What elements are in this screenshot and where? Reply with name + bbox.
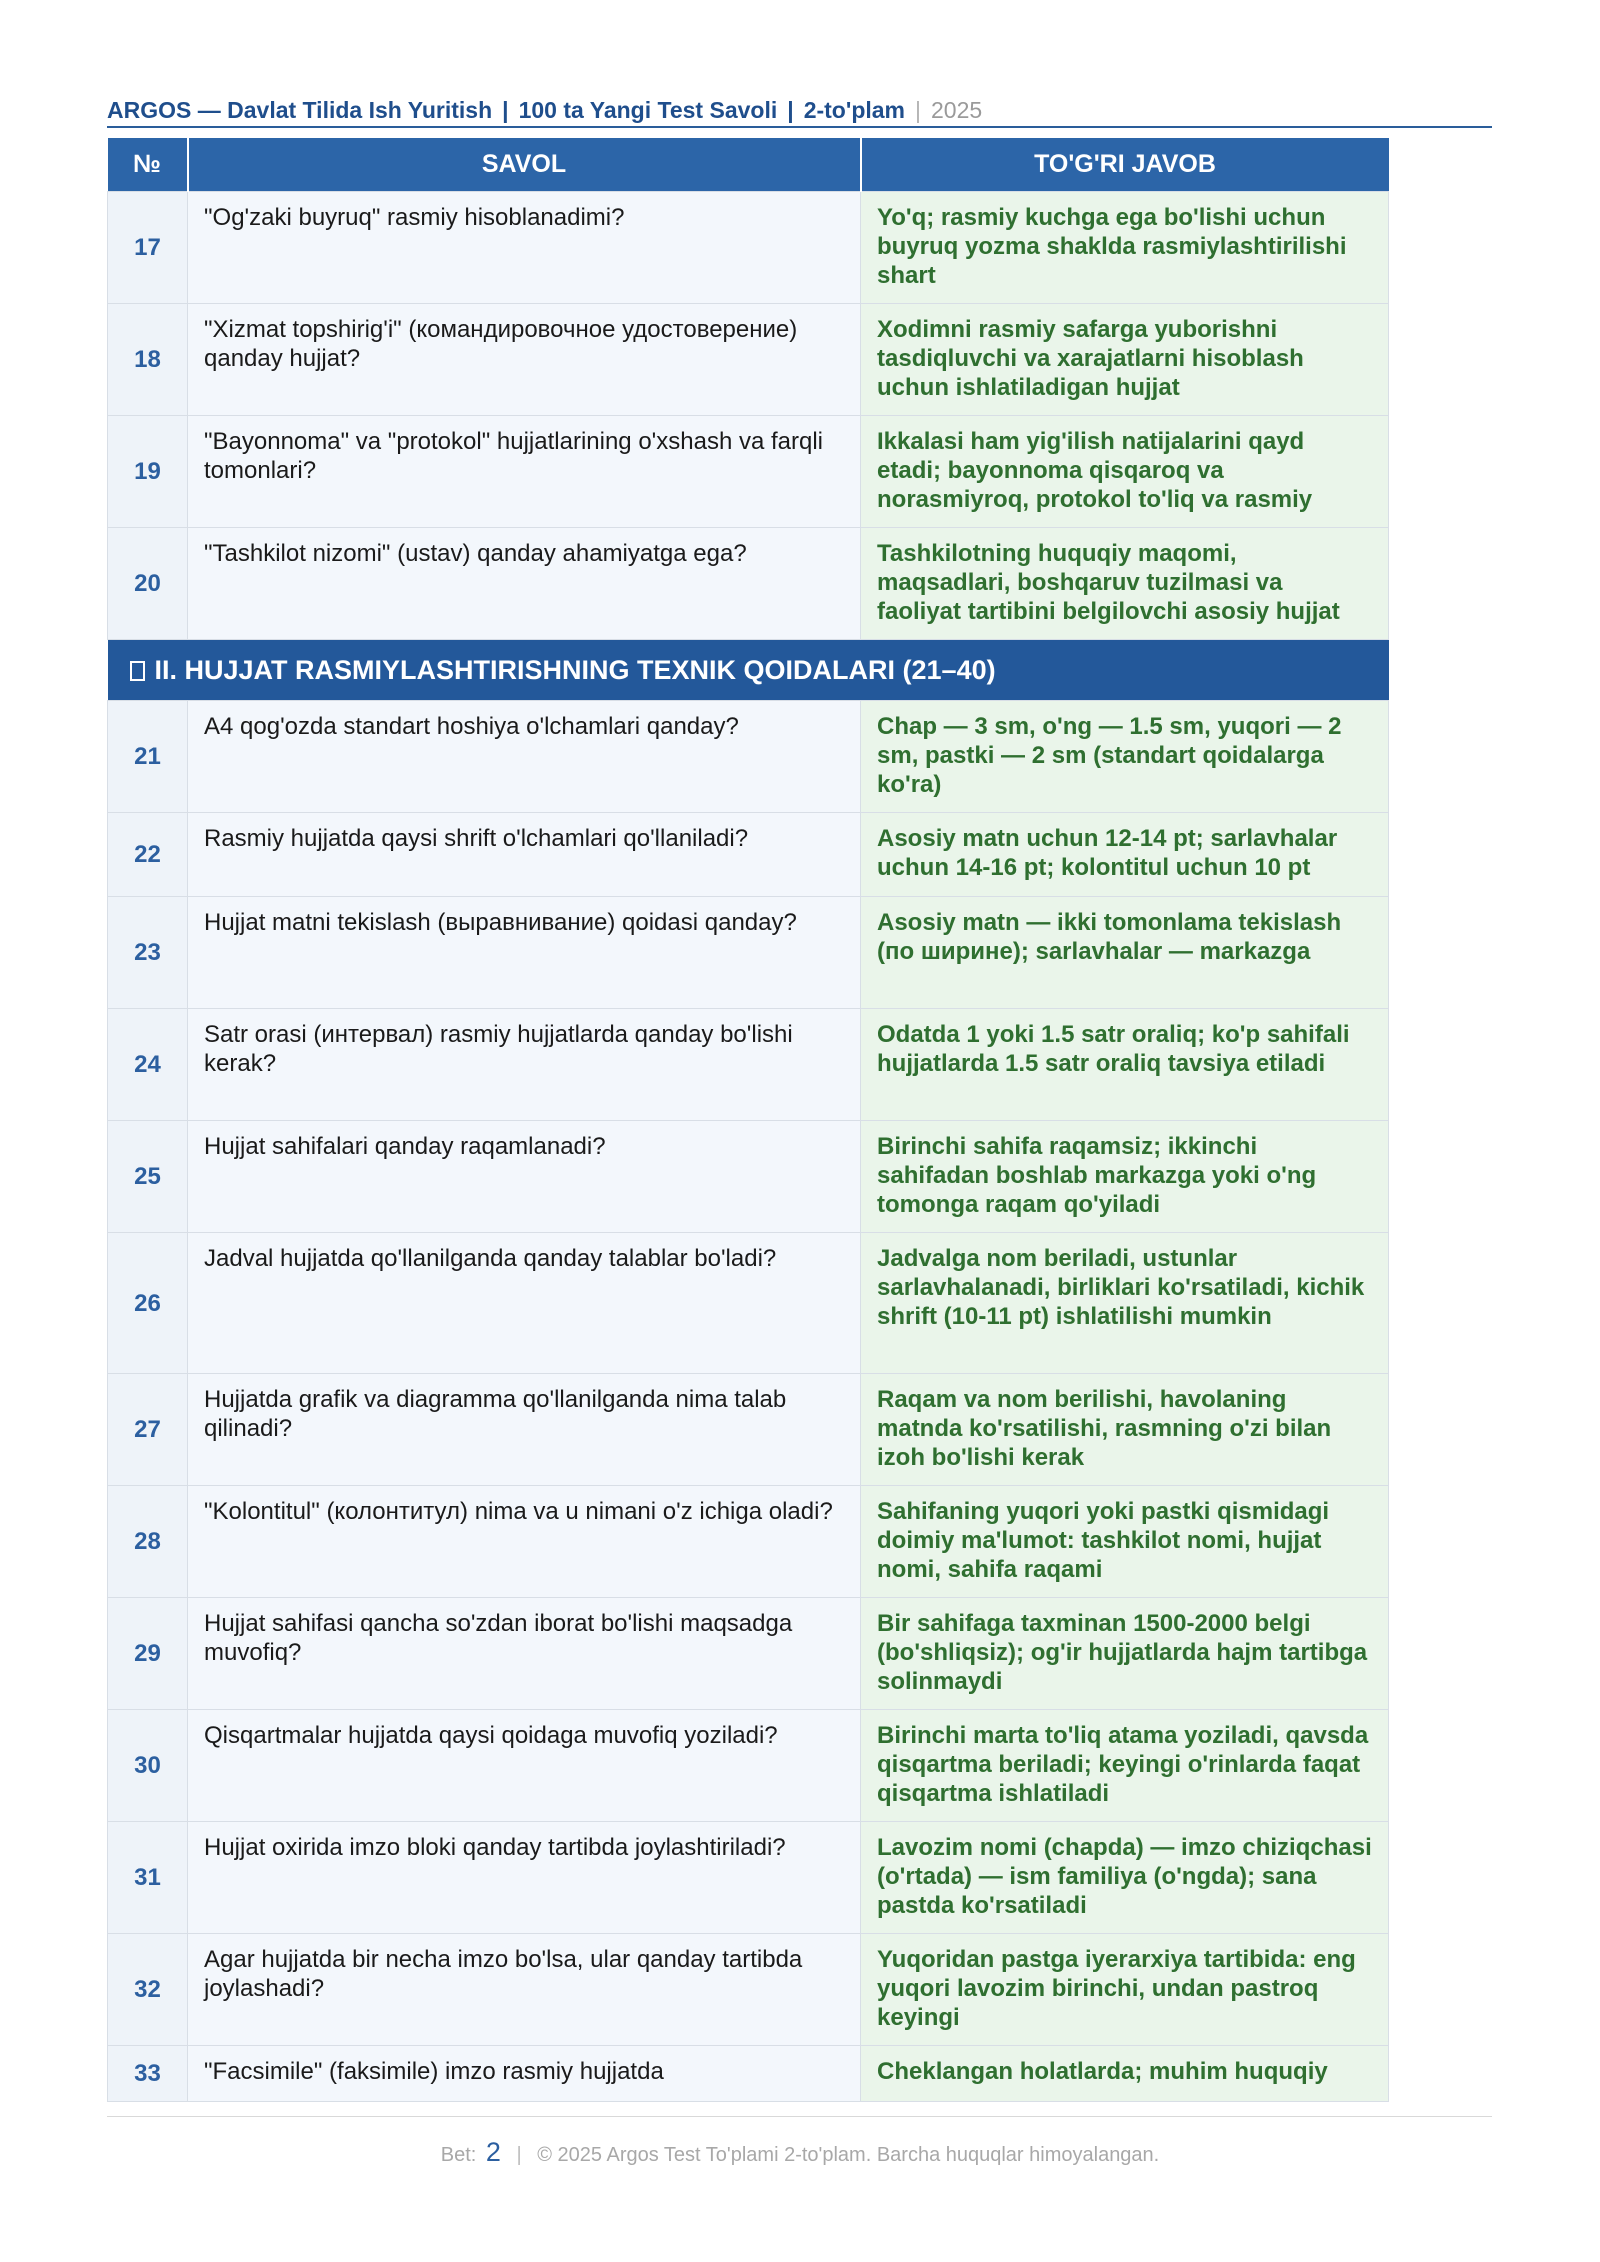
row-question: "Kolontitul" (колонтитул) nima va u nimani o'z ichiga oladi? xyxy=(188,1486,861,1598)
column-header-question: SAVOL xyxy=(188,138,861,192)
qa-table xyxy=(107,138,1389,2102)
row-answer: Asosiy matn uchun 12-14 pt; sarlavhalar uchun 14-16 pt; kolontitul uchun 10 pt xyxy=(861,813,1389,897)
row-answer: Bir sahifaga taxminan 1500-2000 belgi (bo'shliqsiz); og'ir hujjatlarda hajm tartibga solinmaydi xyxy=(861,1598,1389,1710)
row-question: Hujjat matni tekislash (выравнивание) qoidasi qanday? xyxy=(188,897,861,1009)
row-number: 19 xyxy=(108,416,188,528)
row-number: 28 xyxy=(108,1486,188,1598)
table-row xyxy=(108,192,1389,304)
table-row xyxy=(108,416,1389,528)
row-number: 20 xyxy=(108,528,188,640)
row-number: 23 xyxy=(108,897,188,1009)
row-number: 21 xyxy=(108,701,188,813)
row-question: Jadval hujjatda qo'llanilganda qanday talablar bo'ladi? xyxy=(188,1233,861,1374)
footer-page-number: 2 xyxy=(485,2137,501,2167)
row-number: 17 xyxy=(108,192,188,304)
table-row xyxy=(108,1121,1389,1233)
row-question: Hujjat oxirida imzo bloki qanday tartibda joylashtiriladi? xyxy=(188,1822,861,1934)
footer-separator: | xyxy=(516,2144,522,2166)
row-answer: Ikkalasi ham yig'ilish natijalarini qayd etadi; bayonnoma qisqaroq va norasmiyroq, protokol to'liq va rasmiy xyxy=(861,416,1389,528)
row-question: Rasmiy hujjatda qaysi shrift o'lchamlari qo'llaniladi? xyxy=(188,813,861,897)
column-header-answer: TO'G'RI JAVOB xyxy=(861,138,1389,192)
section-heading-body xyxy=(108,640,1389,701)
table-row xyxy=(108,2046,1389,2102)
row-number: 27 xyxy=(108,1374,188,1486)
row-number: 33 xyxy=(108,2046,188,2102)
row-number: 30 xyxy=(108,1710,188,1822)
row-question: A4 qog'ozda standart hoshiya o'lchamlari qanday? xyxy=(188,701,861,813)
row-number: 29 xyxy=(108,1598,188,1710)
table-row xyxy=(108,304,1389,416)
table-row xyxy=(108,1009,1389,1121)
table-row xyxy=(108,1710,1389,1822)
header-separator: | xyxy=(502,97,509,123)
header-separator: | xyxy=(787,97,794,123)
table-row xyxy=(108,1233,1389,1374)
row-question: Hujjat sahifasi qancha so'zdan iborat bo'lishi maqsadga muvofiq? xyxy=(188,1598,861,1710)
row-question: "Og'zaki buyruq" rasmiy hisoblanadimi? xyxy=(188,192,861,304)
row-answer: Lavozim nomi (chapda) — imzo chiziqchasi (o'rtada) — ism familiya (o'ngda); sana pastda ko'rsatiladi xyxy=(861,1822,1389,1934)
footer-page-label: Bet: xyxy=(440,2144,477,2166)
row-question: "Bayonnoma" va "protokol" hujjatlarining o'xshash va farqli tomonlari? xyxy=(188,416,861,528)
row-answer: Odatda 1 yoki 1.5 satr oraliq; ko'p sahifali hujjatlarda 1.5 satr oraliq tavsiya etiladi xyxy=(861,1009,1389,1121)
section-heading-row xyxy=(108,640,1389,701)
row-answer: Sahifaning yuqori yoki pastki qismidagi doimiy ma'lumot: tashkilot nomi, hujjat nomi, sahifa raqami xyxy=(861,1486,1389,1598)
row-question: Agar hujjatda bir necha imzo bo'lsa, ular qanday tartibda joylashadi? xyxy=(188,1934,861,2046)
table-row xyxy=(108,1486,1389,1598)
table-row xyxy=(108,528,1389,640)
row-number: 18 xyxy=(108,304,188,416)
table-row xyxy=(108,701,1389,813)
row-answer: Raqam va nom berilishi, havolaning matnda ko'rsatilishi, rasmning o'zi bilan izoh bo'lishi kerak xyxy=(861,1374,1389,1486)
footer-divider xyxy=(107,2116,1492,2117)
table-row xyxy=(108,1598,1389,1710)
table-row xyxy=(108,813,1389,897)
row-answer: Yuqoridan pastga iyerarxiya tartibida: eng yuqori lavozim birinchi, undan pastroq keyingi xyxy=(861,1934,1389,2046)
row-number: 25 xyxy=(108,1121,188,1233)
row-answer: Xodimni rasmiy safarga yuborishni tasdiqluvchi va xarajatlarni hisoblash uchun ishlatiladigan hujjat xyxy=(861,304,1389,416)
row-question: "Tashkilot nizomi" (ustav) qanday ahamiyatga ega? xyxy=(188,528,861,640)
row-number: 31 xyxy=(108,1822,188,1934)
header-subtitle: 100 ta Yangi Test Savoli xyxy=(518,97,778,123)
row-question: "Xizmat topshirig'i" (командировочное удостоверение) qanday hujjat? xyxy=(188,304,861,416)
row-answer: Birinchi sahifa raqamsiz; ikkinchi sahifadan boshlab markazga yoki o'ng tomonga raqam qo'yiladi xyxy=(861,1121,1389,1233)
row-number: 22 xyxy=(108,813,188,897)
header-year: 2025 xyxy=(930,97,983,123)
row-answer: Yo'q; rasmiy kuchga ega bo'lishi uchun buyruq yozma shaklda rasmiylashtirilishi shart xyxy=(861,192,1389,304)
box-icon xyxy=(130,661,145,681)
row-number: 26 xyxy=(108,1233,188,1374)
row-question: Hujjatda grafik va diagramma qo'llanilganda nima talab qilinadi? xyxy=(188,1374,861,1486)
table-row xyxy=(108,897,1389,1009)
page-footer xyxy=(0,2136,1600,2171)
row-answer: Tashkilotning huquqiy maqomi, maqsadlari, boshqaruv tuzilmasi va faoliyat tartibini belgilovchi asosiy hujjat xyxy=(861,528,1389,640)
table-header-row xyxy=(108,138,1389,192)
row-number: 24 xyxy=(108,1009,188,1121)
header-brand: ARGOS — Davlat Tilida Ish Yuritish xyxy=(107,97,493,123)
header-separator: | xyxy=(915,97,921,123)
section-title: II. HUJJAT RASMIYLASHTIRISHNING TEXNIK QOIDALARI (21–40) xyxy=(154,654,996,685)
footer-copyright: © 2025 Argos Test To'plami 2-to'plam. Barcha huquqlar himoyalangan. xyxy=(537,2144,1160,2166)
column-header-number: № xyxy=(108,138,188,192)
row-number: 32 xyxy=(108,1934,188,2046)
table-row xyxy=(108,1374,1389,1486)
row-answer: Asosiy matn — ikki tomonlama tekislash (по ширине); sarlavhalar — markazga xyxy=(861,897,1389,1009)
table-row xyxy=(108,1934,1389,2046)
table-body-section-2 xyxy=(108,701,1389,2102)
row-answer: Jadvalga nom beriladi, ustunlar sarlavhalanadi, birliklari ko'rsatiladi, kichik shrift (10-11 pt) ishlatilishi mumkin xyxy=(861,1233,1389,1374)
row-question: Hujjat sahifalari qanday raqamlanadi? xyxy=(188,1121,861,1233)
table-body-section-1 xyxy=(108,192,1389,640)
row-answer: Birinchi marta to'liq atama yoziladi, qavsda qisqartma beriladi; keyingi o'rinlarda faqat qisqartma ishlatiladi xyxy=(861,1710,1389,1822)
table-row xyxy=(108,1822,1389,1934)
row-answer: Chap — 3 sm, o'ng — 1.5 sm, yuqori — 2 sm, pastki — 2 sm (standart qoidalarga ko'ra) xyxy=(861,701,1389,813)
row-question: "Facsimile" (faksimile) imzo rasmiy hujjatda xyxy=(188,2046,861,2102)
section-heading xyxy=(108,640,1389,701)
row-answer: Cheklangan holatlarda; muhim huquqiy xyxy=(861,2046,1389,2102)
row-question: Satr orasi (интервал) rasmiy hujjatlarda qanday bo'lishi kerak? xyxy=(188,1009,861,1121)
header-collection: 2-to'plam xyxy=(803,97,905,123)
row-question: Qisqartmalar hujjatda qaysi qoidaga muvofiq yoziladi? xyxy=(188,1710,861,1822)
page-header xyxy=(107,94,1492,128)
